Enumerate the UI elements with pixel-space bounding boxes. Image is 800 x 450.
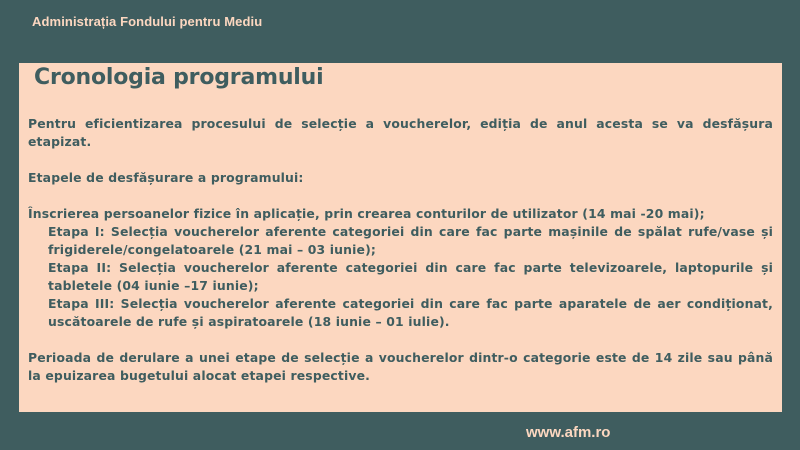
stage-item-2: Etapa II: Selecția voucherelor aferente categoriei din care fac parte televizoarele, laptopurile și tabletele (04 iunie –17 iunie); bbox=[48, 260, 773, 293]
spacer bbox=[28, 331, 773, 349]
organization-name: Administrația Fondului pentru Mediu bbox=[32, 14, 263, 29]
period-note: Perioada de derulare a unei etape de selecție a voucherelor dintr-o categorie este de 14 zile sau până la epuizarea bugetului alocat etapei respective. bbox=[28, 350, 773, 383]
timeline-panel bbox=[19, 63, 782, 412]
panel-content bbox=[28, 115, 773, 385]
stages-list bbox=[28, 223, 773, 331]
website-link[interactable]: www.afm.ro bbox=[526, 424, 611, 441]
intro-paragraph: Pentru eficientizarea procesului de selecție a voucherelor, ediția de anul acesta se va desfășura etapizat. bbox=[28, 116, 773, 149]
stages-heading: Etapele de desfășurare a programului: bbox=[28, 170, 304, 185]
page-title: Cronologia programului bbox=[34, 65, 324, 90]
registration-text: Înscrierea persoanelor fizice în aplicație, prin crearea conturilor de utilizator (14 mai -20 mai); bbox=[28, 206, 705, 221]
spacer bbox=[28, 151, 773, 169]
stage-item-3: Etapa III: Selecția voucherelor aferente categoriei din care fac parte aparatele de aer condiționat, uscătoarele de rufe și aspiratoarele (18 iunie – 01 iulie). bbox=[48, 296, 773, 329]
spacer bbox=[28, 187, 773, 205]
stage-item-1: Etapa I: Selecția voucherelor aferente categoriei din care fac parte mașinile de spălat rufe/vase și frigiderele/congelatoarele (21 mai – 03 iunie); bbox=[48, 224, 773, 257]
